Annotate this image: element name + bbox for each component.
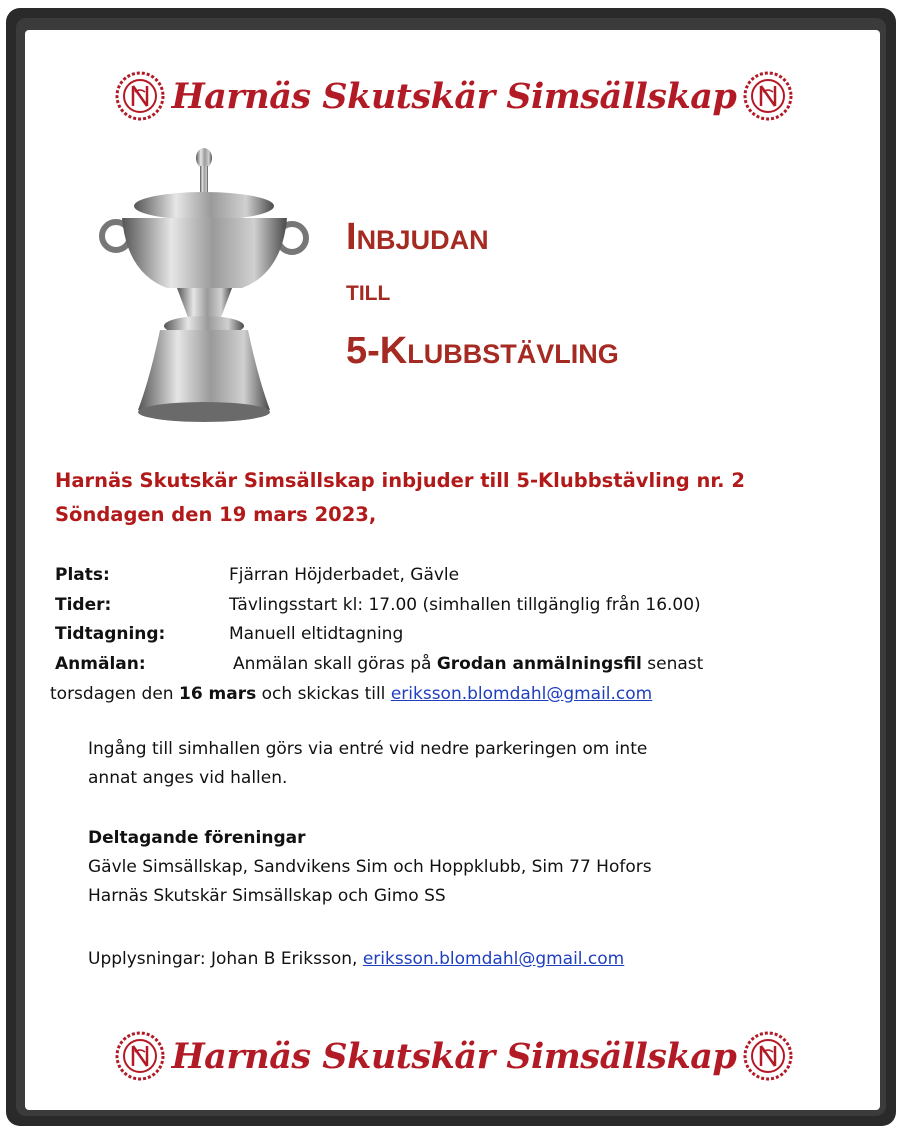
tidtagning-label: Tidtagning: <box>55 624 166 644</box>
participants-heading: Deltagande föreningar <box>88 828 306 848</box>
participants-line-2: Harnäs Skutskär Simsällskap och Gimo SS <box>88 886 446 906</box>
plats-label: Plats: <box>55 565 110 585</box>
info-email-link[interactable]: eriksson.blomdahl@gmail.com <box>362 949 625 969</box>
details-block <box>50 561 875 709</box>
detail-row-anmalan <box>55 650 875 680</box>
plats-value: Fjärran Höjderbadet, Gävle <box>229 565 460 585</box>
entrance-line-2: annat anges vid hallen. <box>88 768 288 788</box>
club-emblem-icon <box>114 1030 166 1082</box>
anmalan-value: Anmälan skall göras på Grodan anmälningsfil senast <box>233 653 704 674</box>
invite-line-3: 5-KLUBBSTÄVLING <box>346 330 619 372</box>
tidtagning-value: Manuell eltidtagning <box>229 624 404 644</box>
tider-value: Tävlingsstart kl: 17.00 (simhallen tillgänglig från 16.00) <box>229 594 701 615</box>
anmalan-label: Anmälan: <box>55 653 146 674</box>
invite-line-1: INBJUDAN <box>346 216 489 258</box>
entrance-line-1: Ingång till simhallen görs via entré vid nedre parkeringen om inte <box>88 739 648 759</box>
header-top <box>0 70 908 122</box>
club-name-bottom: Harnäs Skutskär Simsällskap <box>171 1035 737 1077</box>
club-name-top: Harnäs Skutskär Simsällskap <box>171 75 737 117</box>
detail-row-tider <box>55 591 875 621</box>
email-link[interactable]: eriksson.blomdahl@gmail.com <box>390 684 653 704</box>
header-bottom <box>0 1030 908 1082</box>
lead-line-1: Harnäs Skutskär Simsällskap inbjuder till 5-Klubbstävling nr. 2 <box>55 469 745 492</box>
trophy-cup-image <box>92 148 312 430</box>
club-emblem-icon <box>742 1030 794 1082</box>
club-emblem-icon <box>742 70 794 122</box>
info-line <box>88 945 788 974</box>
detail-row-plats <box>55 561 875 591</box>
entrance-note <box>88 735 788 793</box>
info-text: Upplysningar: Johan B Eriksson, <box>88 949 363 969</box>
detail-row-tidtagning <box>55 620 875 650</box>
lead-text <box>55 464 875 532</box>
lead-line-2: Söndagen den 19 mars 2023, <box>55 503 377 526</box>
invite-line-2: TILL <box>346 282 391 305</box>
participants-section <box>88 824 788 911</box>
anmalan-continuation: torsdagen den 16 mars och skickas till eriksson.blomdahl@gmail.com <box>50 684 653 704</box>
club-emblem-icon <box>114 70 166 122</box>
participants-line-1: Gävle Simsällskap, Sandvikens Sim och Hoppklubb, Sim 77 Hofors <box>88 857 652 877</box>
tider-label: Tider: <box>55 594 112 615</box>
